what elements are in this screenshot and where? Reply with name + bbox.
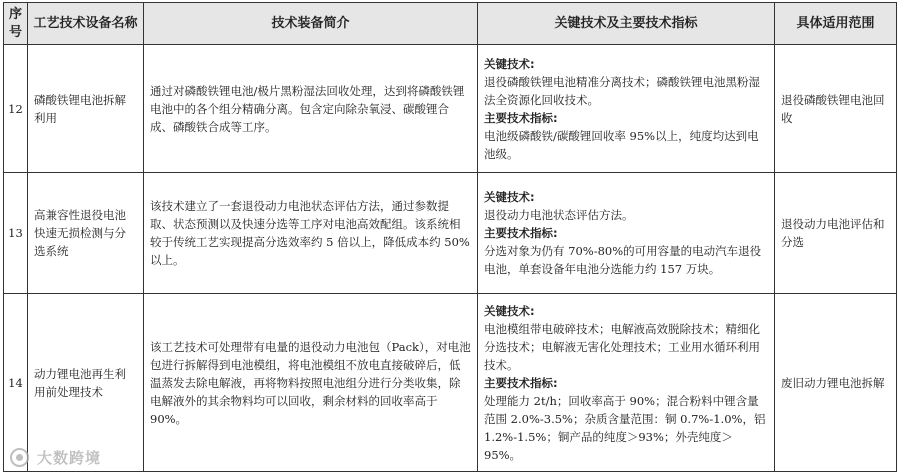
header-key: 关键技术及主要技术指标 (478, 3, 775, 45)
technology-table (3, 2, 897, 472)
table-row (4, 173, 897, 294)
row-name: 动力锂电池再生利用前处理技术 (28, 294, 144, 472)
header-name: 工艺技术设备名称 (28, 3, 144, 45)
indicators-label: 主要技术指标: (484, 226, 558, 240)
indicators-text: 电池级磷酸铁/碳酸锂回收率 95%以上，纯度均达到电池级。 (484, 128, 759, 161)
indicators-label: 主要技术指标: (484, 375, 558, 390)
watermark (10, 447, 101, 468)
key-tech-text: 电池模组带电破碎技术；电解液高效脱除技术；精细化分选技术；电解液无害化处理技术；工业用水循环利用技术。 (484, 321, 760, 372)
key-tech-label: 关键技术: (484, 56, 535, 71)
row-key (478, 294, 775, 472)
row-number: 13 (4, 173, 28, 294)
indicators-text: 分选对象为仍有 70%-80%的可用容量的电动汽车退役电池，单套设备年电池分选能力约 157 万块。 (484, 244, 762, 276)
row-key (478, 45, 775, 173)
key-tech-label: 关键技术: (484, 190, 535, 204)
header-seq: 序号 (4, 3, 28, 45)
row-number: 14 (4, 294, 28, 472)
row-intro: 该技术建立了一套退役动力电池状态评估方法，通过参数提取、状态预测以及快速分选等工序对电池高效配组。该系统相较于传统工艺实现提高分选效率约 5 倍以上，降低成本约 50%以上。 (144, 173, 478, 294)
indicators-text: 处理能力 2t/h；回收率高于 90%；混合粉料中锂含量范围 2.0%-3.5%；杂质含量范围：铜 0.7%-1.0%，铝 1.2%-1.5%；铜产品的纯度＞93%；外壳纯度＞95%。 (484, 393, 766, 462)
watermark-logo-icon (10, 448, 29, 467)
row-number: 12 (4, 45, 28, 173)
watermark-text: 大数跨境 (37, 449, 102, 467)
indicators-label: 主要技术指标: (484, 110, 558, 125)
header-row (4, 3, 897, 45)
table-row (4, 294, 897, 472)
key-tech-text: 退役动力电池状态评估方法。 (484, 208, 634, 222)
row-intro: 该工艺技术可处理带有电量的退役动力电池包（Pack），对电池包进行拆解得到电池模组，将电池模组不放电直接破碎后，低温蒸发去除电解液，再将物料按照电池组分进行分类收集，除电解液外的其余物料均可以回收，剩余材料的回收率高于 90%。 (144, 294, 478, 472)
row-scope: 废旧动力锂电池拆解 (775, 294, 897, 472)
key-tech-label: 关键技术: (484, 303, 535, 318)
row-intro: 通过对磷酸铁锂电池/极片黑粉湿法回收处理，达到将磷酸铁锂电池中的各个组分精确分离。包含定向除杂氧浸、碳酸锂合成、磷酸铁合成等工序。 (144, 45, 478, 173)
row-scope: 退役磷酸铁锂电池回收 (775, 45, 897, 173)
header-scope: 具体适用范围 (775, 3, 897, 45)
row-scope: 退役动力电池评估和分选 (775, 173, 897, 294)
row-name: 高兼容性退役电池快速无损检测与分选系统 (28, 173, 144, 294)
table-row (4, 45, 897, 173)
row-key (478, 173, 775, 294)
row-name: 磷酸铁锂电池拆解利用 (28, 45, 144, 173)
key-tech-text: 退役磷酸铁锂电池精准分离技术；磷酸铁锂电池黑粉湿法全资源化回收技术。 (484, 74, 760, 107)
header-intro: 技术装备简介 (144, 3, 478, 45)
